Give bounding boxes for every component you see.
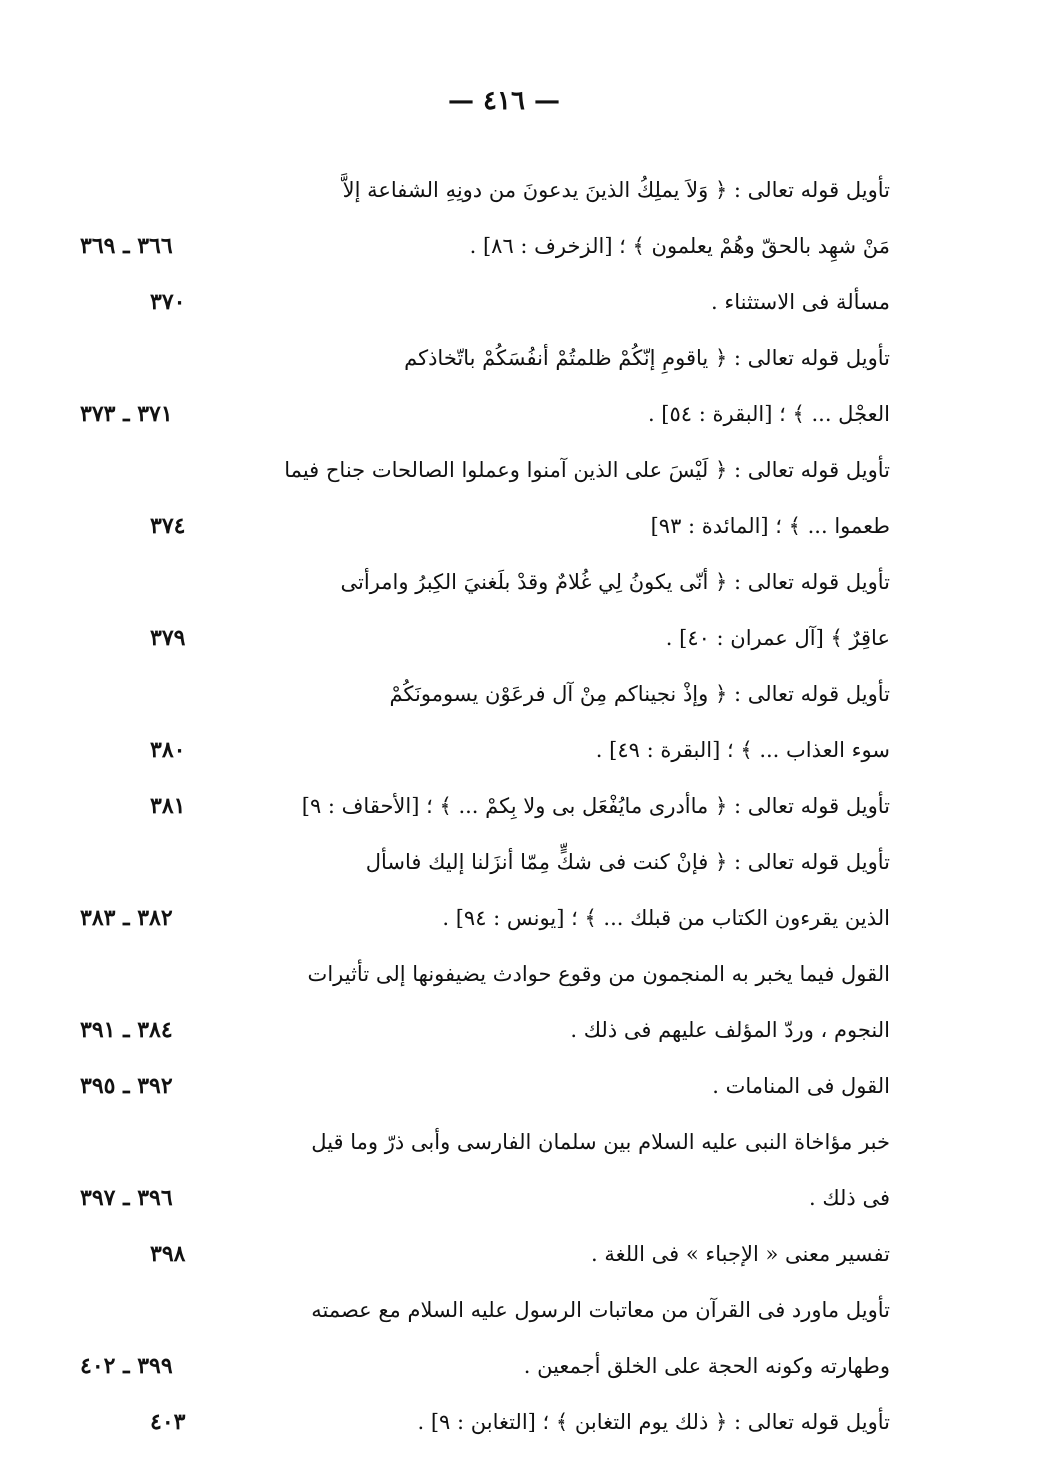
toc-line [0, 442, 1058, 496]
page-range: ٣٩٩ ـ ٤٠٢ [80, 1353, 173, 1379]
page-number: — ٤١٦ — [447, 86, 561, 116]
entry-text: سوء العذاب ... ﴾ ؛ [البقرة : ٤٩] . [595, 738, 890, 762]
entry-text: تأويل قوله تعالى : ﴿ لَيْسَ على الذين آمنوا وعملوا الصالحات جناح فيما [284, 458, 890, 482]
entry-text: تأويل قوله تعالى : ﴿ أنّى يكونُ لِي غُلامٌ وقدْ بلَغنيَ الكِبرُ وامرأتى [340, 570, 890, 594]
entry-text: مَنْ شهِد بالحقّ وهُمْ يعلمون ﴾ ؛ [الزخرف : ٨٦] . [469, 234, 890, 258]
toc-line [0, 498, 1058, 552]
page-range: ٣٦٦ ـ ٣٦٩ [80, 233, 173, 259]
page-range: ٤٠٣ [150, 1409, 186, 1435]
toc-line [0, 1226, 1058, 1280]
entry-text: النجوم ، وردّ المؤلف عليهم فى ذلك . [570, 1018, 890, 1042]
page-range: ٣٨٢ ـ ٣٨٣ [80, 905, 173, 931]
entry-text: تأويل ماورد فى القرآن من معاتبات الرسول عليه السلام مع عصمته [311, 1298, 890, 1322]
entry-text: الذين يقرءون الكتاب من قبلك ... ﴾ ؛ [يونس : ٩٤] . [442, 906, 890, 930]
entry-text: مسألة فى الاستثناء . [711, 290, 890, 314]
toc-line [0, 890, 1058, 944]
entry-text: فى ذلك . [808, 1186, 890, 1210]
entry-text: وطهارته وكونه الحجة على الخلق أجمعين . [523, 1354, 890, 1378]
entry-text: تأويل قوله تعالى : ﴿ ياقومِ إنّكُمْ ظلمتُمْ أنفُسَكُمْ باتّخاذكم [404, 346, 890, 370]
page-range: ٣٩٨ [150, 1241, 186, 1267]
toc-line [0, 1282, 1058, 1336]
entry-text: القول فى المنامات . [712, 1074, 890, 1098]
toc-line [0, 1338, 1058, 1392]
entry-text: العجْل ... ﴾ ؛ [البقرة : ٥٤] . [647, 402, 890, 426]
toc-line [0, 274, 1058, 328]
toc-line [0, 218, 1058, 272]
entry-text: تأويل قوله تعالى : ﴿ ماأدرى مايُفْعَل بى ولا بِكمْ ... ﴾ ؛ [الأحقاف : ٩] [301, 794, 890, 818]
toc-line [0, 1394, 1058, 1448]
toc-line [0, 386, 1058, 440]
page-range: ٣٧٤ [150, 513, 186, 539]
toc-line [0, 1170, 1058, 1224]
page-range: ٣٩٢ ـ ٣٩٥ [80, 1073, 173, 1099]
toc-line [0, 554, 1058, 608]
toc-line [0, 722, 1058, 776]
page-range: ٣٧١ ـ ٣٧٣ [80, 401, 173, 427]
entry-text: تأويل قوله تعالى : ﴿ وَلاَ يملِكُ الذينَ يدعونَ من دونِهِ الشفاعة إلاَّ [342, 178, 890, 202]
entry-text: تفسير معنى « الإجباء » فى اللغة . [591, 1242, 890, 1266]
toc-line [0, 330, 1058, 384]
page-range: ٣٩٦ ـ ٣٩٧ [80, 1185, 173, 1211]
entry-text: عاقِرٌ ﴾ [آل عمران : ٤٠] . [665, 626, 890, 650]
entry-text: تأويل قوله تعالى : ﴿ وإذْ نجيناكم مِنْ آل فرعَوْن يسومونَكُمْ [389, 682, 890, 706]
entry-text: القول فيما يخبر به المنجمون من وقوع حوادث يضيفونها إلى تأثيرات [307, 962, 890, 986]
page-range: ٣٨٤ ـ ٣٩١ [80, 1017, 173, 1043]
entry-text: تأويل قوله تعالى : ﴿ فإنْ كنت فى شكٍّ مِمّا أنزَلنا إليك فاسأل [365, 850, 890, 874]
entry-text: خبر مؤاخاة النبى عليه السلام بين سلمان الفارسى وأبى ذرّ وما قيل [311, 1130, 890, 1154]
page-range: ٣٧٠ [150, 289, 186, 315]
page-range: ٣٨٠ [150, 737, 186, 763]
toc-line [0, 1058, 1058, 1112]
toc-line [0, 834, 1058, 888]
toc-line [0, 1114, 1058, 1168]
toc-line [0, 610, 1058, 664]
entry-text: طعموا ... ﴾ ؛ [المائدة : ٩٣] [650, 514, 890, 538]
toc-line [0, 666, 1058, 720]
entry-text: تأويل قوله تعالى : ﴿ ذلك يوم التغابن ﴾ ؛ [التغابن : ٩] . [417, 1410, 890, 1434]
page-range: ٣٨١ [150, 793, 186, 819]
toc-line [0, 1002, 1058, 1056]
toc-line [0, 778, 1058, 832]
toc-line [0, 162, 1058, 216]
page-range: ٣٧٩ [150, 625, 186, 651]
toc-line [0, 946, 1058, 1000]
